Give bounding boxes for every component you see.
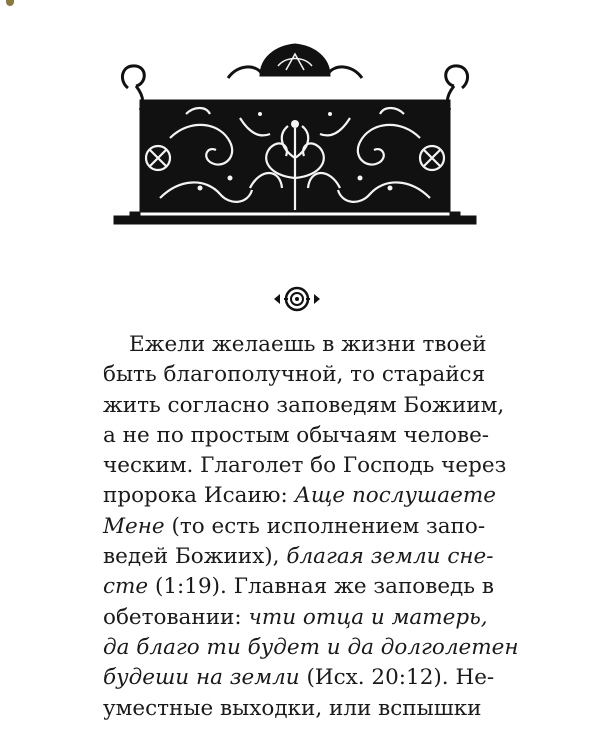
text-line [103,481,495,511]
rosette-ornament-icon [272,286,322,312]
text-line [103,451,507,481]
text-line [103,542,495,572]
italic-quote-text: благая земли сне- [286,544,494,570]
italic-quote-text: да благо ти будет и да долголетен [103,634,519,660]
floral-headpiece-icon [110,38,480,238]
text-line [103,633,519,663]
text-segment: быть благополучной, то старайся [103,362,486,388]
text-line [103,694,495,724]
text-line [103,663,495,693]
text-segment: ческим. Глаголет бо Господь через [103,453,507,479]
text-segment: (Исх. 20:12). Не- [299,665,495,691]
text-line [103,391,505,421]
italic-quote-text: Аще послушаете [294,483,496,509]
italic-quote-text: Мене [103,513,165,539]
text-segment: пророка Исаию: [103,483,295,509]
text-segment: обетовании: [103,604,249,630]
text-segment: Ежели желаешь в жизни твоей [129,332,487,357]
text-segment: а не по простым обычаям челове- [103,422,490,448]
text-segment: (то есть исполнением запо- [164,513,486,539]
text-line [103,360,495,390]
text-segment: уместные выходки, или вспышки [103,695,482,721]
page-corner-mark [6,0,14,6]
body-text [103,330,519,724]
text-segment: (1:19). Главная же заповедь в [148,574,494,600]
italic-quote-text: чти отца и матерь, [248,604,488,630]
text-segment: жить согласно заповедям Божиим, [103,392,505,418]
italic-quote-text: сте [103,574,149,600]
text-line [103,330,495,360]
italic-quote-text: будеши на земли [103,665,300,691]
text-line [103,512,495,542]
text-line [103,603,495,633]
text-line [103,572,495,602]
text-line [103,421,495,451]
text-segment: ведей Божиих), [103,544,287,570]
